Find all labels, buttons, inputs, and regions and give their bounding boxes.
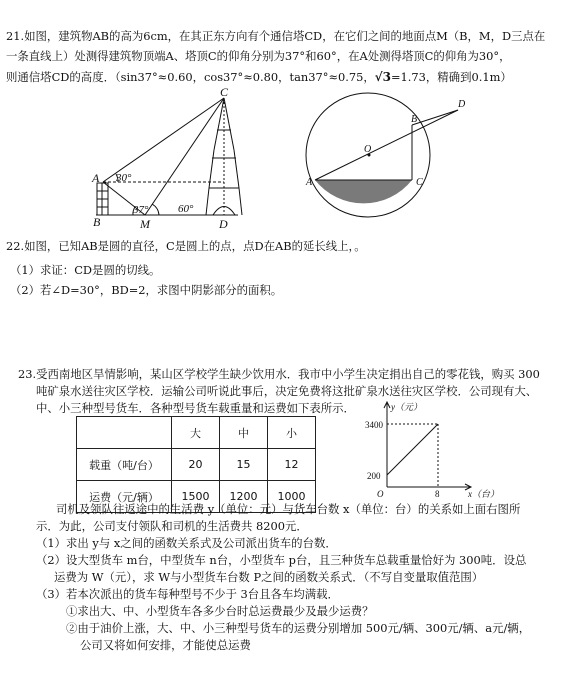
q22-part2: （2）若∠D=30°，BD=2，求图中阴影部分的面积。 — [10, 283, 283, 297]
angle-37: 37° — [133, 204, 149, 216]
label-D21: D — [219, 217, 228, 231]
q21-line2: 一条直线上）处测得建筑物顶端A、塔顶C的仰角分别为37°和60°，在A处测得塔顶C的仰角为30°， — [6, 49, 511, 63]
q23-line1: 23.受西南地区旱情影响，某山区学校学生缺少饮用水．我市中小学生决定捐出自己的零花钱，购买 300 — [18, 367, 540, 381]
table-header-cell: 中 — [220, 417, 268, 449]
label-B21: B — [93, 215, 101, 229]
q23-part1: （1）求出 y与 x之间的函数关系式及公司派出货车的台数． — [36, 536, 337, 550]
label-O22: O — [364, 144, 372, 155]
table-cell: 1000 — [268, 481, 316, 513]
graph-y-top: 3400 — [365, 420, 383, 430]
q23-line2: 吨矿泉水送往灾区学校．运输公司听说此事后，决定免费将这批矿泉水送往灾区学校．公司现有大、 — [36, 384, 538, 398]
q23-part2a: （2）设大型货车 m台，中型货车 n台，小型货车 p台，且三种货车总载重量恰好为 300吨．设总 — [36, 553, 527, 567]
table-header-cell: 小 — [268, 417, 316, 449]
q21-line1: 21.如图，建筑物AB的高为6cm，在其正东方向有个通信塔CD，在它们之间的地面点M（B，M，D三点在 — [6, 29, 546, 43]
q23-part3iii: 公司又将如何安排，才能使总运费 — [80, 638, 251, 652]
label-C21: C — [220, 85, 229, 99]
q21-line3a: 则通信塔CD的高度．（sin37°≈0.60，cos37°≈0.80，tan37°≈0.75， — [6, 70, 375, 84]
label-A21: A — [92, 171, 100, 185]
graph-y-bottom: 200 — [367, 471, 381, 481]
label-D22: D — [458, 99, 466, 110]
graph-x-tick: 8 — [435, 489, 440, 499]
table-cell: 20 — [172, 449, 220, 481]
sqrt3: √3 — [374, 70, 391, 84]
table-cell: 15 — [220, 449, 268, 481]
table-cell: 12 — [268, 449, 316, 481]
q23-part2b: 运费为 W（元），求 W与小型货车台数 P之间的函数关系式．（不写自变量取值范围） — [54, 570, 484, 584]
q22-line1: 22.如图，已知AB是圆的直径，C是圆上的点，点D在AB的延长线上，。 — [6, 239, 366, 253]
angle-60: 60° — [178, 203, 194, 215]
angle-30: 30° — [116, 172, 132, 184]
table-row-label: 运费（元/辆） — [77, 481, 172, 513]
q21-line3b: =1.73，精确到0.1m） — [390, 70, 512, 84]
table-header-cell: 大 — [172, 417, 220, 449]
q23-line4: 司机及领队往返途中的生活费 y（单位：元）与货车台数 x（单位：台）的关系如上面右图所 — [56, 502, 521, 516]
q22-part1: （1）求证：CD是圆的切线。 — [10, 263, 161, 277]
label-M21: M — [140, 217, 150, 231]
graph-origin: O — [377, 489, 384, 499]
q23-line5: 示．为此，公司支付领队和司机的生活费共 8200元． — [36, 519, 308, 533]
q23-part3ii: ②由于油价上涨，大、中、小三种型号货车的运费分别增加 500元/辆、300元/辆、a元/辆， — [66, 621, 531, 635]
table-row-label: 载重（吨/台） — [77, 449, 172, 481]
label-B22: B — [411, 114, 418, 125]
label-C22: C — [416, 177, 423, 188]
q23-part3: （3）若本次派出的货车每种型号不少于 3台且各车均满载． — [36, 587, 339, 601]
q23-line3: 中、小三种型号货车．各种型号货车载重量和运费如下表所示． — [36, 401, 355, 415]
table-cell: 1200 — [220, 481, 268, 513]
graph-xlabel: x（台） — [468, 489, 499, 499]
q23-part3i: ①求出大、中、小型货车各多少台时总运费最少及最少运费？ — [66, 604, 374, 618]
graph-ylabel: y（元） — [391, 402, 422, 412]
label-A22: A — [306, 177, 313, 188]
table-cell: 1500 — [172, 481, 220, 513]
